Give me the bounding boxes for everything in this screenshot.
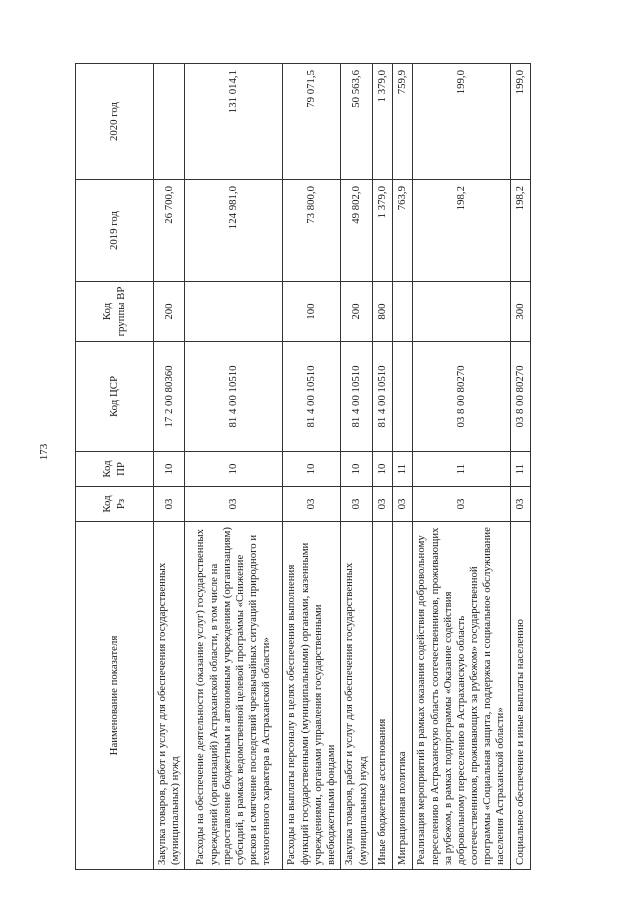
table-row (341, 64, 373, 870)
row-2020: 79 071,5 (283, 64, 341, 180)
row-csr (393, 342, 413, 452)
table-row (511, 64, 531, 870)
row-pr: 11 (393, 452, 413, 487)
row-pr: 10 (185, 452, 283, 487)
header-rz: Код Рз (76, 487, 154, 522)
table-row (283, 64, 341, 870)
row-vr: 300 (511, 282, 531, 342)
row-name: Иные бюджетные ассигнования (373, 522, 393, 870)
row-pr: 11 (511, 452, 531, 487)
row-2019: 763,9 (393, 180, 413, 282)
rotated-table-container (75, 64, 530, 870)
row-2019: 198,2 (511, 180, 531, 282)
table-row (373, 64, 393, 870)
budget-table (75, 63, 531, 870)
row-csr: 03 8 00 80270 (413, 342, 511, 452)
row-pr: 11 (413, 452, 511, 487)
row-name: Миграционная политика (393, 522, 413, 870)
row-vr (393, 282, 413, 342)
row-vr (413, 282, 511, 342)
row-2020 (154, 64, 185, 180)
row-vr: 200 (154, 282, 185, 342)
page-number: 173 (38, 443, 50, 461)
table-row (393, 64, 413, 870)
row-2020: 131 014,1 (185, 64, 283, 180)
header-2020: 2020 год (76, 64, 154, 180)
table-row (185, 64, 283, 870)
row-rz: 03 (511, 487, 531, 522)
table-row (154, 64, 185, 870)
row-csr: 81 4 00 10510 (185, 342, 283, 452)
row-2020: 199,0 (413, 64, 511, 180)
table-row (413, 64, 511, 870)
row-2020: 759,9 (393, 64, 413, 180)
row-2019: 1 379,0 (373, 180, 393, 282)
row-rz: 03 (341, 487, 373, 522)
row-2020: 199,0 (511, 64, 531, 180)
row-pr: 10 (341, 452, 373, 487)
row-2019: 26 700,0 (154, 180, 185, 282)
row-csr: 17 2 00 80360 (154, 342, 185, 452)
row-name: Расходы на обеспечение деятельности (оказание услуг) государственных учреждений (организаций) Астраханской области, в том числе на предоставление бюджетным и автономным учреждениям (организациям) субсидий, в рамках ведомственной целевой программы «Снижение рисков и смягчение последствий чрезвычайных ситуаций природного и техногенного характера в Астраханской области» (185, 522, 283, 870)
row-csr: 81 4 00 10510 (373, 342, 393, 452)
row-2019: 198,2 (413, 180, 511, 282)
header-pr: Код ПР (76, 452, 154, 487)
row-name: Закупка товаров, работ и услуг для обеспечения государственных (муниципальных) нужд (154, 522, 185, 870)
row-2020: 1 379,0 (373, 64, 393, 180)
row-vr: 200 (341, 282, 373, 342)
header-csr: Код ЦСР (76, 342, 154, 452)
row-rz: 03 (185, 487, 283, 522)
header-2019: 2019 год (76, 180, 154, 282)
row-pr: 10 (283, 452, 341, 487)
row-pr: 10 (373, 452, 393, 487)
row-rz: 03 (393, 487, 413, 522)
row-rz: 03 (154, 487, 185, 522)
row-pr: 10 (154, 452, 185, 487)
row-2019: 124 981,0 (185, 180, 283, 282)
row-2019: 49 802,0 (341, 180, 373, 282)
row-vr (185, 282, 283, 342)
row-vr: 100 (283, 282, 341, 342)
row-rz: 03 (283, 487, 341, 522)
row-csr: 03 8 00 80270 (511, 342, 531, 452)
row-name: Закупка товаров, работ и услуг для обеспечения государственных (муниципальных) нужд (341, 522, 373, 870)
row-name: Расходы на выплаты персоналу в целях обеспечения выполнения функций государственными (муниципальными) органами, казенными учреждениями, органами управления государственными внебюджетными фондами (283, 522, 341, 870)
row-rz: 03 (413, 487, 511, 522)
row-vr: 800 (373, 282, 393, 342)
row-rz: 03 (373, 487, 393, 522)
row-2019: 73 800,0 (283, 180, 341, 282)
row-csr: 81 4 00 10510 (283, 342, 341, 452)
row-name: Реализация мероприятий в рамках оказания содействия добровольному переселению в Астраханскую область соотечественников, проживающих за рубежом, в рамках подпрограммы «Оказание содействия добровольному переселению в Астраханскую область соотечественников, проживающих за рубежом» государственной программы «Социальная защита, поддержка и социальное обслуживание населения Астраханской области» (413, 522, 511, 870)
row-csr: 81 4 00 10510 (341, 342, 373, 452)
header-name: Наименование показателя (76, 522, 154, 870)
header-vr: Код группы ВР (76, 282, 154, 342)
row-2020: 50 563,6 (341, 64, 373, 180)
table-header-row (76, 64, 154, 870)
row-name: Социальное обеспечение и иные выплаты населению (511, 522, 531, 870)
